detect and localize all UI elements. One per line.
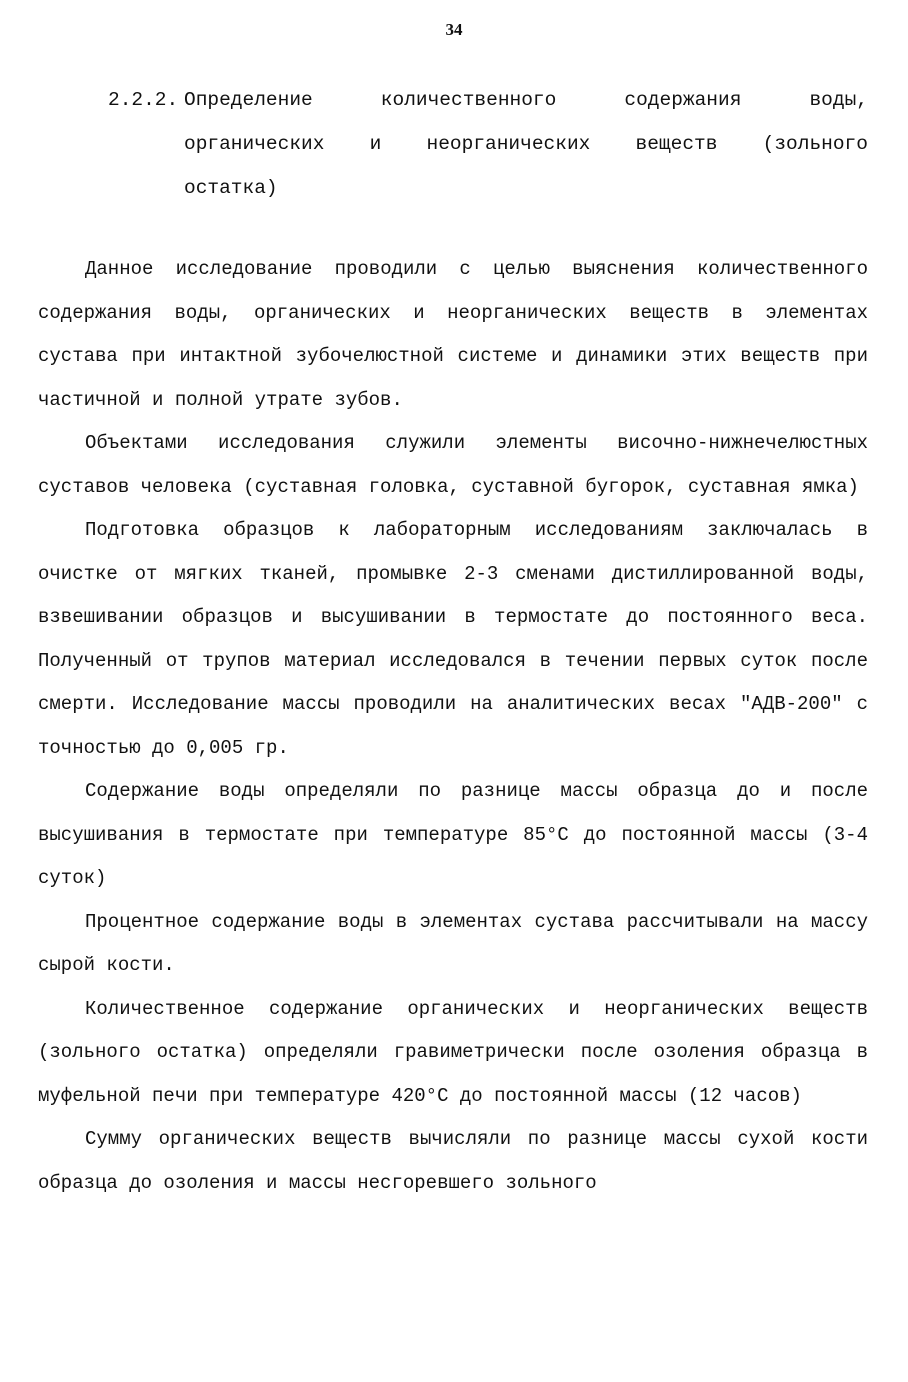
heading-word: веществ: [635, 133, 718, 155]
paragraph-water-content: Содержание воды определяли по разнице массы образца до и после высушивания в термостате при температуре 85°С до постоянной массы (3-4 суток): [38, 780, 868, 889]
heading-word: Определение: [184, 89, 313, 111]
heading-word: количественного: [380, 89, 557, 111]
heading-word: неорганических: [426, 133, 591, 155]
heading-line-3: остатка): [184, 177, 278, 199]
paragraph-water-percent: Процентное содержание воды в элементах сустава рассчитывали на массу сырой кости.: [38, 910, 868, 976]
heading-line-1: [184, 78, 868, 122]
heading-word: и: [369, 133, 382, 155]
heading-line-2: [184, 122, 868, 166]
paragraph-preparation: Подготовка образцов к лабораторным исследованиям заключалась в очистке от мягких тканей, промывке 2-3 сменами дистиллированной воды, взвешивании образцов и высушивании в термостате до постоянного веса. Полученный от трупов материал исследовался в течении первых суток после смерти. Исследование массы проводили на аналитических весах "АДВ-200" с точностью до 0,005 гр.: [38, 519, 868, 759]
heading-word: органических: [184, 133, 325, 155]
paragraph-purpose: Данное исследование проводили с целью выяснения количественного содержания воды, органических и неорганических веществ в элементах сустава при интактной зубочелюстной системе и динамики этих веществ при частичной и полной утрате зубов.: [38, 258, 868, 411]
body-text: [38, 248, 868, 1205]
heading-word: воды,: [809, 89, 868, 111]
heading-word: (зольного: [762, 133, 868, 155]
section-heading: [108, 78, 868, 210]
paragraph-objects: Объектами исследования служили элементы височно-нижнечелюстных суставов человека (суставная головка, суставной бугорок, суставная ямка): [38, 432, 868, 498]
heading-word: содержания: [624, 89, 742, 111]
paragraph-ash-content: Количественное содержание органических и неорганических веществ (зольного остатка) определяли гравиметрически после озоления образца в муфельной печи при температуре 420°С до постоянной массы (12 часов): [38, 997, 868, 1107]
page-number: 34: [445, 20, 463, 39]
section-number: 2.2.2.: [108, 89, 179, 111]
paragraph-organic-sum: Сумму органических веществ вычисляли по разнице массы сухой кости образца до озоления и массы несгоревшего зольного: [38, 1128, 868, 1194]
